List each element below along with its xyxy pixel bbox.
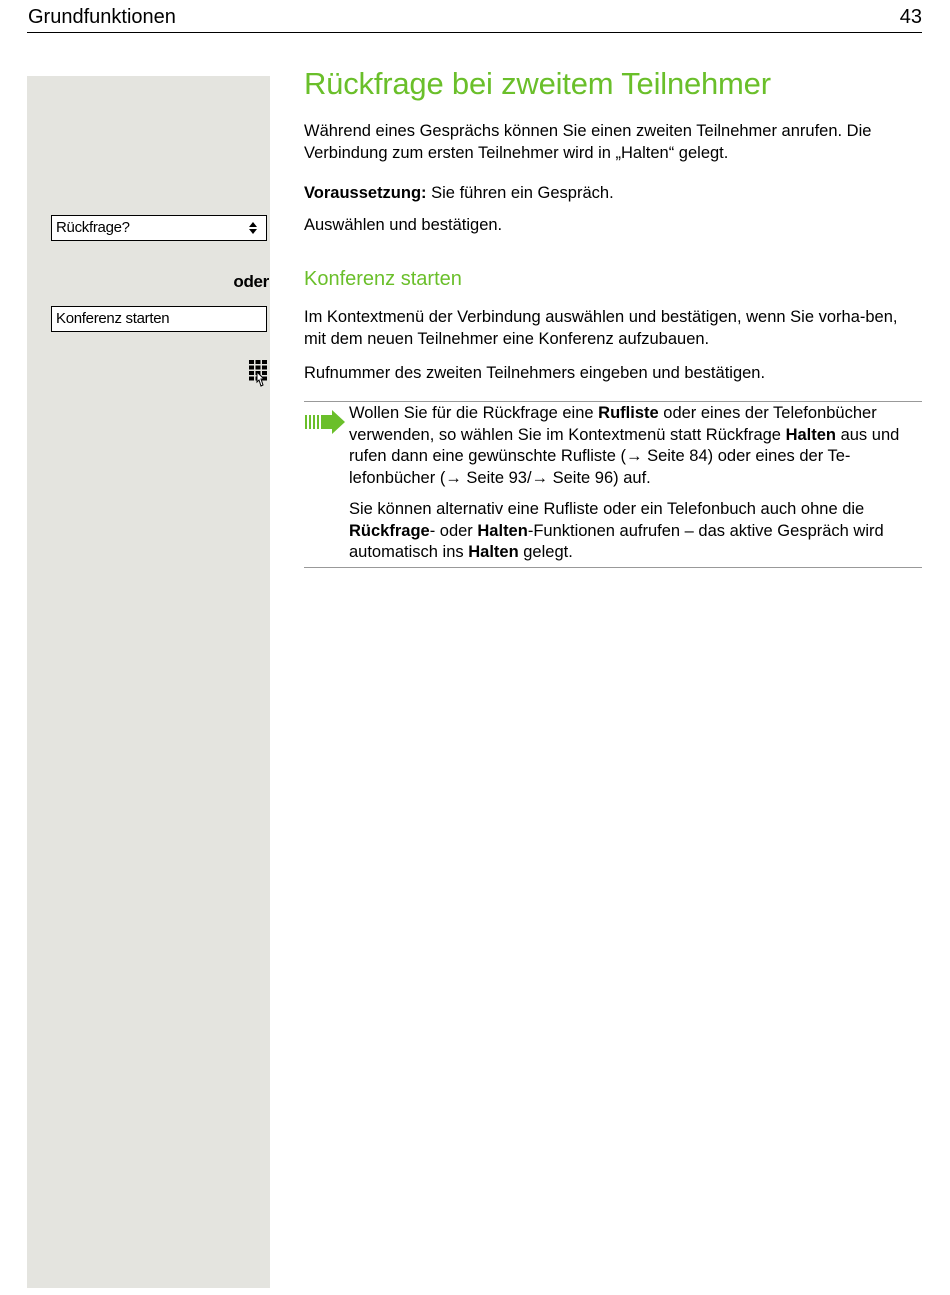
header-rule — [27, 32, 922, 33]
display-rueckfrage-label: Rückfrage? — [56, 219, 130, 236]
note-bottom-rule — [304, 567, 922, 568]
step-select: Auswählen und bestätigen. — [304, 216, 503, 234]
note-bold-text: Rückfrage — [349, 521, 430, 540]
note-text: aus und rufen dann eine gewünschte Rufliste (→ Seite 84) oder eines der Te-lefonbücher (→ Seite 93/→ Seite 96) auf. — [349, 425, 900, 487]
prerequisite-paragraph — [304, 183, 922, 205]
note-bold-text: Halten — [477, 521, 528, 540]
prerequisite-text: Sie führen ein Gespräch. — [426, 184, 614, 202]
note-arrow-icon — [304, 410, 346, 434]
intro-paragraph: Während eines Gesprächs können Sie einen zweiten Teilnehmer anrufen. Die Verbindung zum ersten Teilnehmer wird in „Halten“ gelegt. — [304, 122, 872, 162]
display-konferenz[interactable] — [51, 306, 267, 332]
prerequisite-label: Voraussetzung: — [304, 184, 427, 202]
note-top-rule — [304, 401, 922, 402]
display-rueckfrage[interactable] — [51, 215, 267, 241]
keypad-icon — [248, 360, 268, 388]
note-bold-text: Halten — [468, 543, 519, 561]
note-text: Wollen Sie für die Rückfrage eine — [349, 404, 599, 422]
note-bold-text: Halten — [785, 425, 836, 444]
section-heading-konferenz: Konferenz starten — [304, 268, 462, 290]
note-text: oder eines der Telefonbücher verwenden, so wählen Sie im Kontextmenü statt Rückfrage — [349, 404, 877, 444]
note-paragraph-2 — [349, 499, 922, 564]
display-konferenz-label: Konferenz starten — [56, 310, 170, 327]
konferenz-paragraph: Im Kontextmenü der Verbindung auswählen und bestätigen, wenn Sie vorha-ben, mit dem neuen Teilnehmer eine Konferenz aufzubauen. — [304, 308, 898, 348]
step-dial: Rufnummer des zweiten Teilnehmers eingeben und bestätigen. — [304, 364, 766, 382]
note-text: gelegt. — [518, 543, 573, 561]
note-paragraph-1 — [349, 403, 922, 489]
header-title: Grundfunktionen — [28, 6, 176, 28]
note-text: - oder — [429, 521, 478, 540]
left-column — [27, 76, 270, 1288]
note-text: Sie können alternativ eine Rufliste oder ein Telefonbuch auch ohne die — [349, 500, 865, 518]
note-bold-text: Rufliste — [598, 404, 659, 422]
page-number: 43 — [899, 6, 922, 28]
note-text: -Funktionen aufrufen – das aktive Gespräch wird automatisch ins — [349, 521, 884, 561]
page-title: Rückfrage bei zweitem Teilnehmer — [304, 66, 771, 101]
updown-arrow-icon — [249, 222, 257, 234]
or-label: oder — [233, 272, 269, 291]
